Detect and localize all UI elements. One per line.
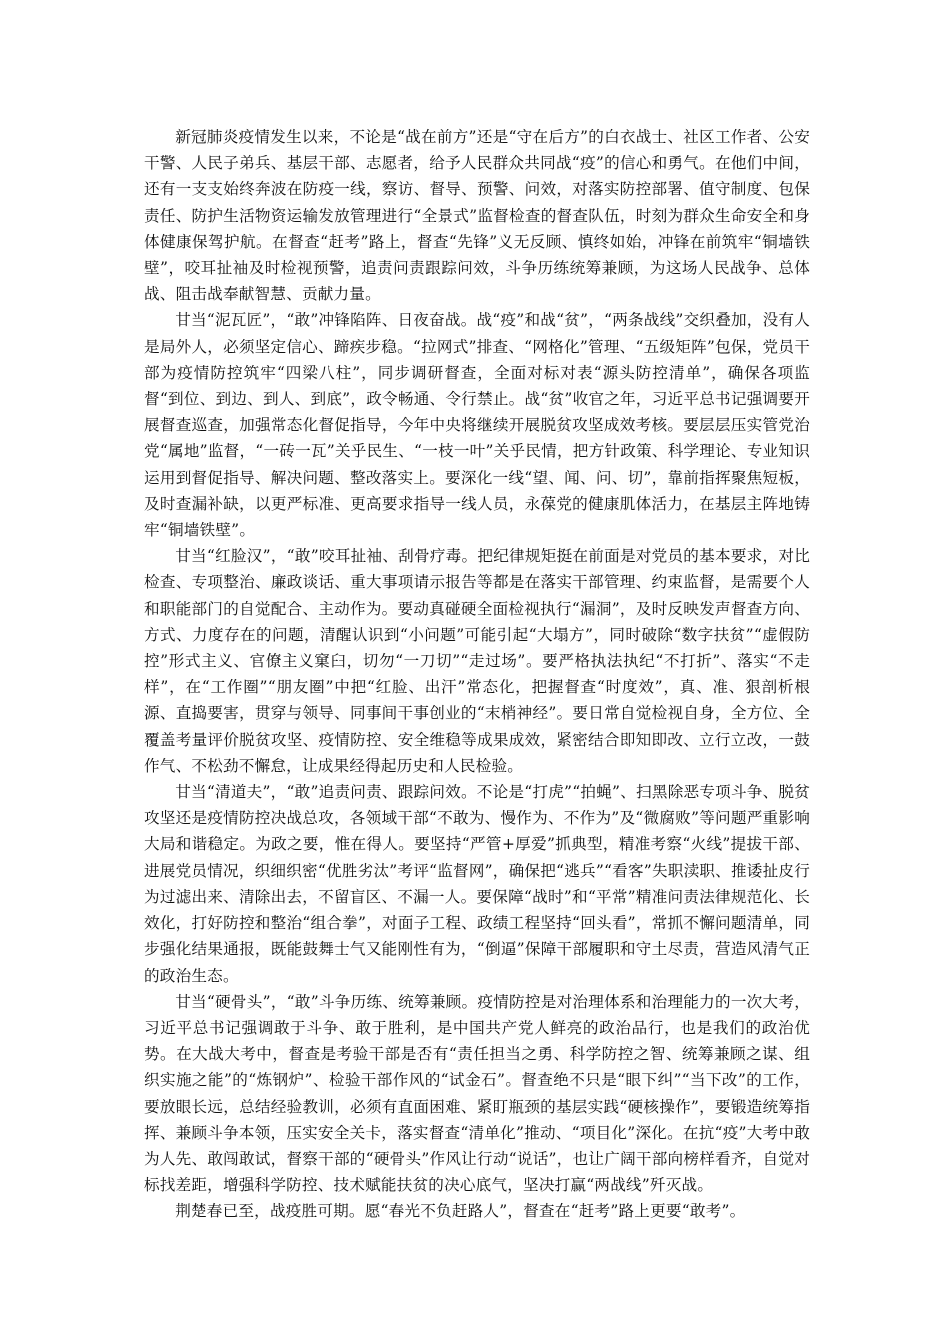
document-body <box>144 124 810 1225</box>
paragraph-street-sweeper: 甘当“清道夫”，“敢”追责问责、跟踪问效。不论是“打虎”“拍蝇”、扫黑除恶专项斗争、脱贫攻坚还是疫情防控决战总攻，各领域干部“不敢为、慢作为、不作为”及“微腐败”等问题严重影响大局和谐稳定。为政之要，惟在得人。要坚持“严管+厚爱”抓典型，精准考察“火线”提拔干部、进展党员情况，织细织密“优胜劣汰”考评“监督网”，确保把“逃兵”“看客”失职渎职、推诿扯皮行为过滤出来、清除出去，不留盲区、不漏一人。要保障“战时”和“平常”精准问责法律规范化、长效化，打好防控和整治“组合拳”，对面子工程、政绩工程坚持“回头看”，常抓不懈问题清单，同步强化结果通报，既能鼓舞士气又能刚性有为，“倒逼”保障干部履职和守土尽责，营造风清气正的政治生态。 <box>144 783 810 985</box>
paragraph-mason: 甘当“泥瓦匠”，“敢”冲锋陷阵、日夜奋战。战“疫”和战“贫”，“两条战线”交织叠加，没有人是局外人，必须坚定信心、蹄疾步稳。“拉网式”排查、“网格化”管理、“五级矩阵”包保，党员干部为疫情防控筑牢“四梁八柱”，同步调研督查，全面对标对表“源头防控清单”，确保各项监督“到位、到边、到人、到底”，政令畅通、令行禁止。战“贫”收官之年，习近平总书记强调要开展督查巡查，加强常态化督促指导，今年中央将继续开展脱贫攻坚成效考核。要层层压实管党治党“属地”监督，“一砖一瓦”关乎民生、“一枝一叶”关乎民情，把方针政策、科学理论、专业知识运用到督促指导、解决问题、整改落实上。要深化一线“望、闻、问、切”，靠前指挥聚焦短板，及时查漏补缺，以更严标准、更高要求指导一线人员，永葆党的健康肌体活力，在基层主阵地铸牢“铜墙铁壁”。 <box>144 311 810 540</box>
paragraph-hard-bone: 甘当“硬骨头”，“敢”斗争历练、统筹兼顾。疫情防控是对治理体系和治理能力的一次大考，习近平总书记强调敢于斗争、敢于胜利，是中国共产党人鲜亮的政治品行，也是我们的政治优势。在大战大考中，督查是考验干部是否有“责任担当之勇、科学防控之智、统筹兼顾之谋、组织实施之能”的“炼钢炉”、检验干部作风的“试金石”。督查绝不只是“眼下纠”“当下改”的工作，要放眼长远，总结经验教训，必须有直面困难、紧盯瓶颈的基层实践“硬核操作”，要锻造统筹指挥、兼顾斗争本领，压实安全关卡，落实督查“清单化”推动、“项目化”深化。在抗“疫”大考中敢为人先、敢闯敢试，督察干部的“硬骨头”作风让行动“说话”，也让广阔干部向榜样看齐，自觉对标找差距，增强科学防控、技术赋能扶贫的决心底气，坚决打赢“两战线”歼灭战。 <box>144 992 810 1195</box>
paragraph-intro: 新冠肺炎疫情发生以来，不论是“战在前方”还是“守在后方”的白衣战士、社区工作者、公安干警、人民子弟兵、基层干部、志愿者，给予人民群众共同战“疫”的信心和勇气。在他们中间，还有一支支始终奔波在防疫一线，察访、督导、预警、问效，对落实防控部署、值守制度、包保责任、防护生活物资运输发放管理进行“全景式”监督检查的督查队伍，时刻为群众生命安全和身体健康保驾护航。在督查“赶考”路上，督查“先锋”义无反顾、慎终如始，冲锋在前筑牢“铜墙铁壁”，咬耳扯袖及时检视预警，追责问责跟踪问效，斗争历练统筹兼顾，为这场人民战争、总体战、阻击战奉献智慧、贡献力量。 <box>144 128 810 304</box>
paragraph-red-face: 甘当“红脸汉”，“敢”咬耳扯袖、刮骨疗毒。把纪律规矩挺在前面是对党员的基本要求，对比检查、专项整治、廉政谈话、重大事项请示报告等都是在落实干部管理、约束监督，是需要个人和职能部门的自觉配合、主动作为。要动真碰硬全面检视执行“漏洞”，及时反映发声督查方向、方式、力度存在的问题，清醒认识到“小问题”可能引起“大塌方”，同时破除“数字扶贫”“虚假防控”形式主义、官僚主义窠臼，切勿“一刀切”“走过场”。要严格执法执纪“不打折”、落实“不走样”，在“工作圈”“朋友圈”中把“红脸、出汗”常态化，把握督查“时度效”，真、准、狠剖析根源、直捣要害，贯穿与领导、同事间干事创业的“末梢神经”。要日常自觉检视自身，全方位、全覆盖考量评价脱贫攻坚、疫情防控、安全维稳等成果成效，紧密结合即知即改、立行立改，一鼓作气、不松劲不懈怠，让成果经得起历史和人民检验。 <box>144 547 810 775</box>
paragraph-conclusion: 荆楚春已至，战疫胜可期。愿“春光不负赶路人”，督查在“赶考”路上更要“敢考”。 <box>175 1202 746 1221</box>
